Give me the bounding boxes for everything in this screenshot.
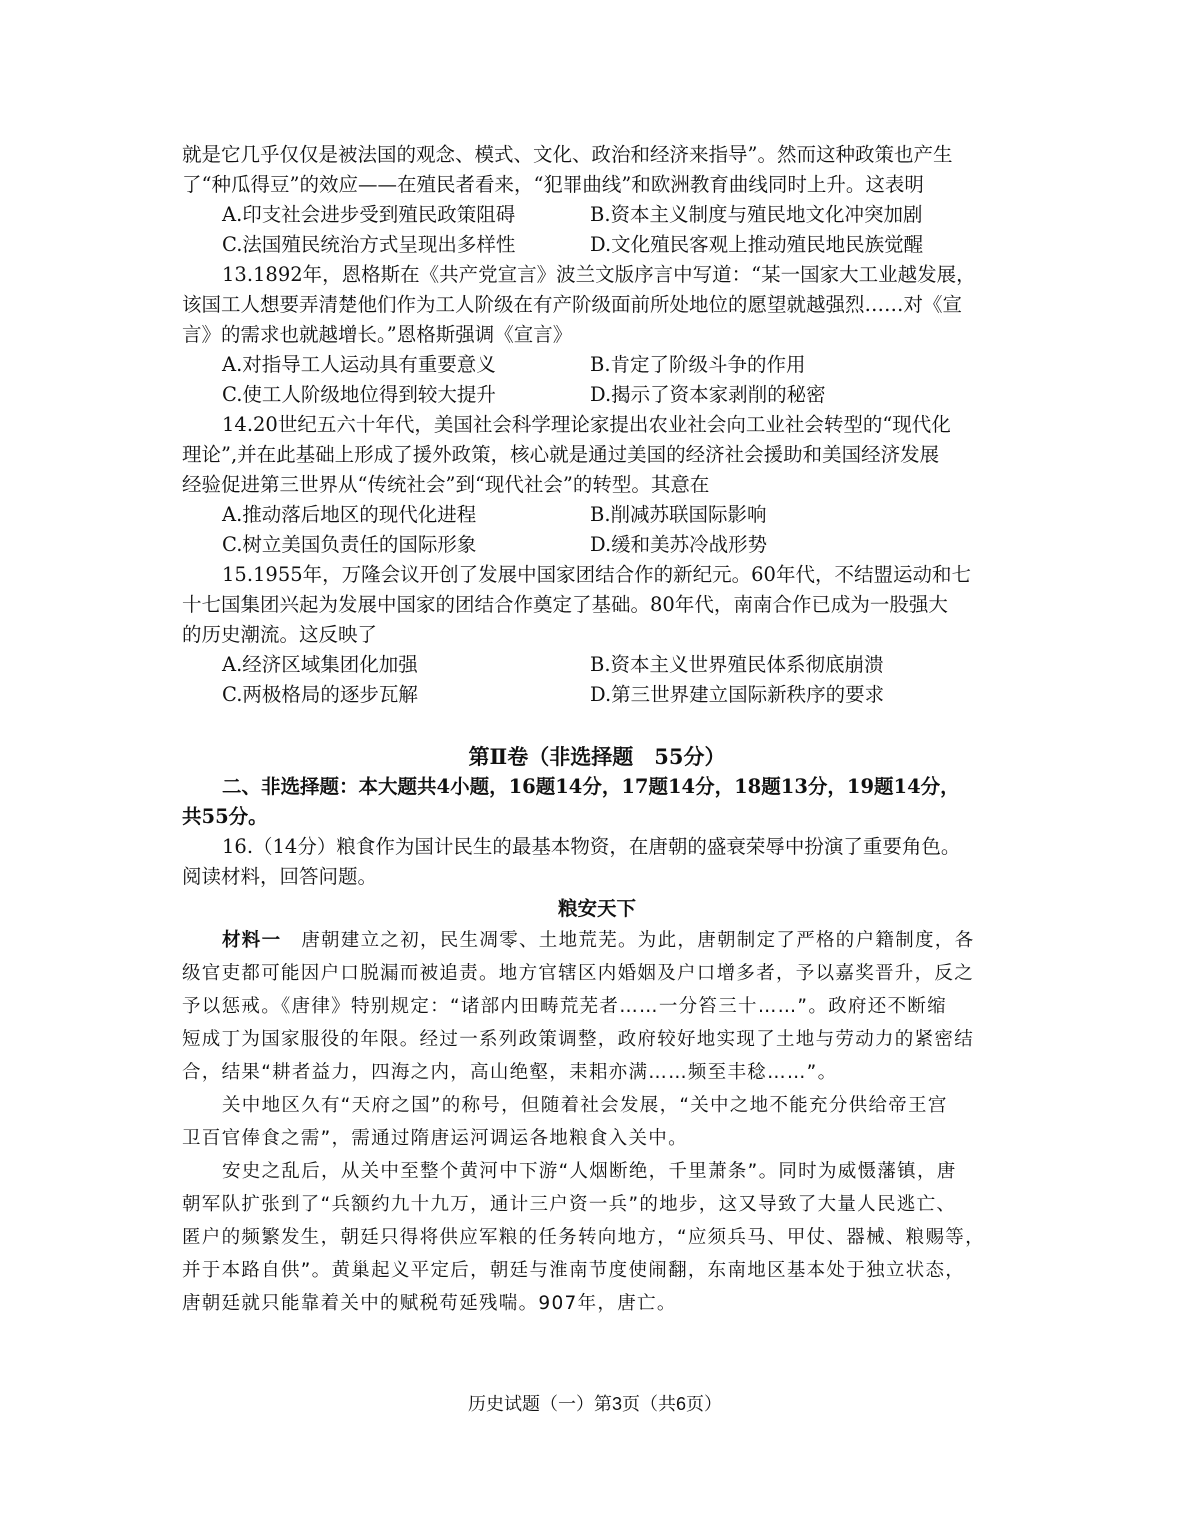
material-line: 安史之乱后，从关中至整个黄河中下游“人烟断绝，千里萧条”。同时为威慑藩镇，唐: [222, 1161, 957, 1182]
question-text-line: 15.1955年，万隆会议开创了发展中国家团结合作的新纪元。60年代，不结盟运动和七: [222, 563, 971, 586]
question-15: [182, 560, 1012, 710]
option-b: B.资本主义世界殖民体系彻底崩溃: [590, 653, 884, 676]
material-line: 予以惩戒。《唐律》特别规定：“诸部内田畴荒芜者……一分笞三十……”。政府还不断缩: [182, 996, 947, 1017]
option-d: D.文化殖民客观上推动殖民地民族觉醒: [590, 233, 924, 256]
question-12: [182, 140, 1012, 260]
material-line: 材料一 唐朝建立之初，民生凋零、土地荒芜。为此，唐朝制定了严格的户籍制度，各: [222, 930, 975, 951]
question-text-line: 16.（14分）粮食作为国计民生的最基本物资，在唐朝的盛衰荣辱中扮演了重要角色。: [222, 835, 961, 858]
exam-page: [182, 140, 1012, 1320]
options-row: [182, 500, 1012, 530]
material-block: [182, 924, 1012, 1320]
question-text-line: 就是它几乎仅仅是被法国的观念、模式、文化、政治和经济来指导”。然而这种政策也产生: [182, 143, 953, 166]
question-text-line: 13.1892年，恩格斯在《共产党宣言》波兰文版序言中写道：“某一国家大工业越发展，: [222, 263, 976, 286]
question-text-line: 十七国集团兴起为发展中国家的团结合作奠定了基础。80年代，南南合作已成为一股强大: [182, 593, 948, 616]
page-footer: 历史试题（一）第3页（共6页）: [467, 1394, 723, 1414]
material-line: 匿户的频繁发生，朝廷只得将供应军粮的任务转向地方，“应须兵马、甲仗、器械、粮赐等，: [182, 1227, 985, 1248]
option-a: A.经济区域集团化加强: [222, 653, 418, 676]
question-text-line: 的历史潮流。这反映了: [182, 623, 378, 646]
material-line: 合，结果“耕者益力，四海之内，高山绝壑，耒耜亦满……频至丰稔……”。: [182, 1062, 838, 1083]
options-row: [182, 200, 1012, 230]
option-d: D.缓和美苏冷战形势: [590, 533, 768, 556]
question-text-line: 经验促进第三世界从“传统社会”到“现代社会”的转型。其意在: [182, 473, 710, 496]
option-b: B.肯定了阶级斗争的作用: [590, 353, 806, 376]
option-a: A.对指导工人运动具有重要意义: [222, 353, 496, 376]
question-text-line: 阅读材料，回答问题。: [182, 865, 378, 888]
question-13: [182, 260, 1012, 410]
question-text-line: 理论”,并在此基础上形成了援外政策，核心就是通过美国的经济社会援助和美国经济发展: [182, 443, 940, 466]
question-14: [182, 410, 1012, 560]
option-c: C.使工人阶级地位得到较大提升: [222, 383, 496, 406]
section-instructions: 共55分。: [182, 805, 268, 828]
question-16: [182, 832, 1012, 1320]
options-row: [182, 680, 1012, 710]
question-text-line: 该国工人想要弄清楚他们作为工人阶级在有产阶级面前所处地位的愿望就越强烈……对《宣: [182, 293, 963, 316]
section-title: 第Ⅱ卷（非选择题 55分）: [468, 744, 726, 769]
material-line: 级官吏都可能因户口脱漏而被追责。地方官辖区内婚姻及户口增多者，予以嘉奖晋升，反之: [182, 963, 975, 984]
material-line: 唐朝廷就只能靠着关中的赋税苟延残喘。907年，唐亡。: [182, 1293, 677, 1314]
material-label: 材料一: [222, 930, 282, 951]
option-c: C.两极格局的逐步瓦解: [222, 683, 418, 706]
options-row: [182, 650, 1012, 680]
options-row: [182, 230, 1012, 260]
option-c: C.树立美国负责任的国际形象: [222, 533, 477, 556]
question-text-line: 了“种瓜得豆”的效应——在殖民者看来，“犯罪曲线”和欧洲教育曲线同时上升。这表明: [182, 173, 924, 196]
option-a: A.印支社会进步受到殖民政策阻碍: [222, 203, 516, 226]
material-line: 并于本路自供”。黄巢起义平定后，朝廷与淮南节度使闹翻，东南地区基本处于独立状态，: [182, 1260, 966, 1281]
question-text-line: 14.20世纪五六十年代，美国社会科学理论家提出农业社会向工业社会转型的“现代化: [222, 413, 951, 436]
option-b: B.削减苏联国际影响: [590, 503, 767, 526]
options-row: [182, 530, 1012, 560]
material-line: 朝军队扩张到了“兵额约九十九万，通计三户资一兵”的地步，这又导致了大量人民逃亡、: [182, 1194, 957, 1215]
option-a: A.推动落后地区的现代化进程: [222, 503, 477, 526]
question-text-line: 言》的需求也就越增长。”恩格斯强调《宣言》: [182, 323, 573, 346]
material-heading: 粮安天下: [557, 897, 636, 920]
option-b: B.资本主义制度与殖民地文化冲突加剧: [590, 203, 923, 226]
material-line: 关中地区久有“天府之国”的称号，但随着社会发展，“关中之地不能充分供给帝王宫: [222, 1095, 948, 1116]
section-instructions: 二、非选择题：本大题共4小题，16题14分，17题14分，18题13分，19题14分，: [222, 775, 960, 798]
material-line: 卫百官俸食之需”，需通过隋唐运河调运各地粮食入关中。: [182, 1128, 688, 1149]
options-row: [182, 380, 1012, 410]
material-line: 短成丁为国家服役的年限。经过一系列政策调整，政府较好地实现了土地与劳动力的紧密结: [182, 1029, 975, 1050]
option-c: C.法国殖民统治方式呈现出多样性: [222, 233, 516, 256]
option-d: D.揭示了资本家剥削的秘密: [590, 383, 826, 406]
options-row: [182, 350, 1012, 380]
option-d: D.第三世界建立国际新秩序的要求: [590, 683, 885, 706]
